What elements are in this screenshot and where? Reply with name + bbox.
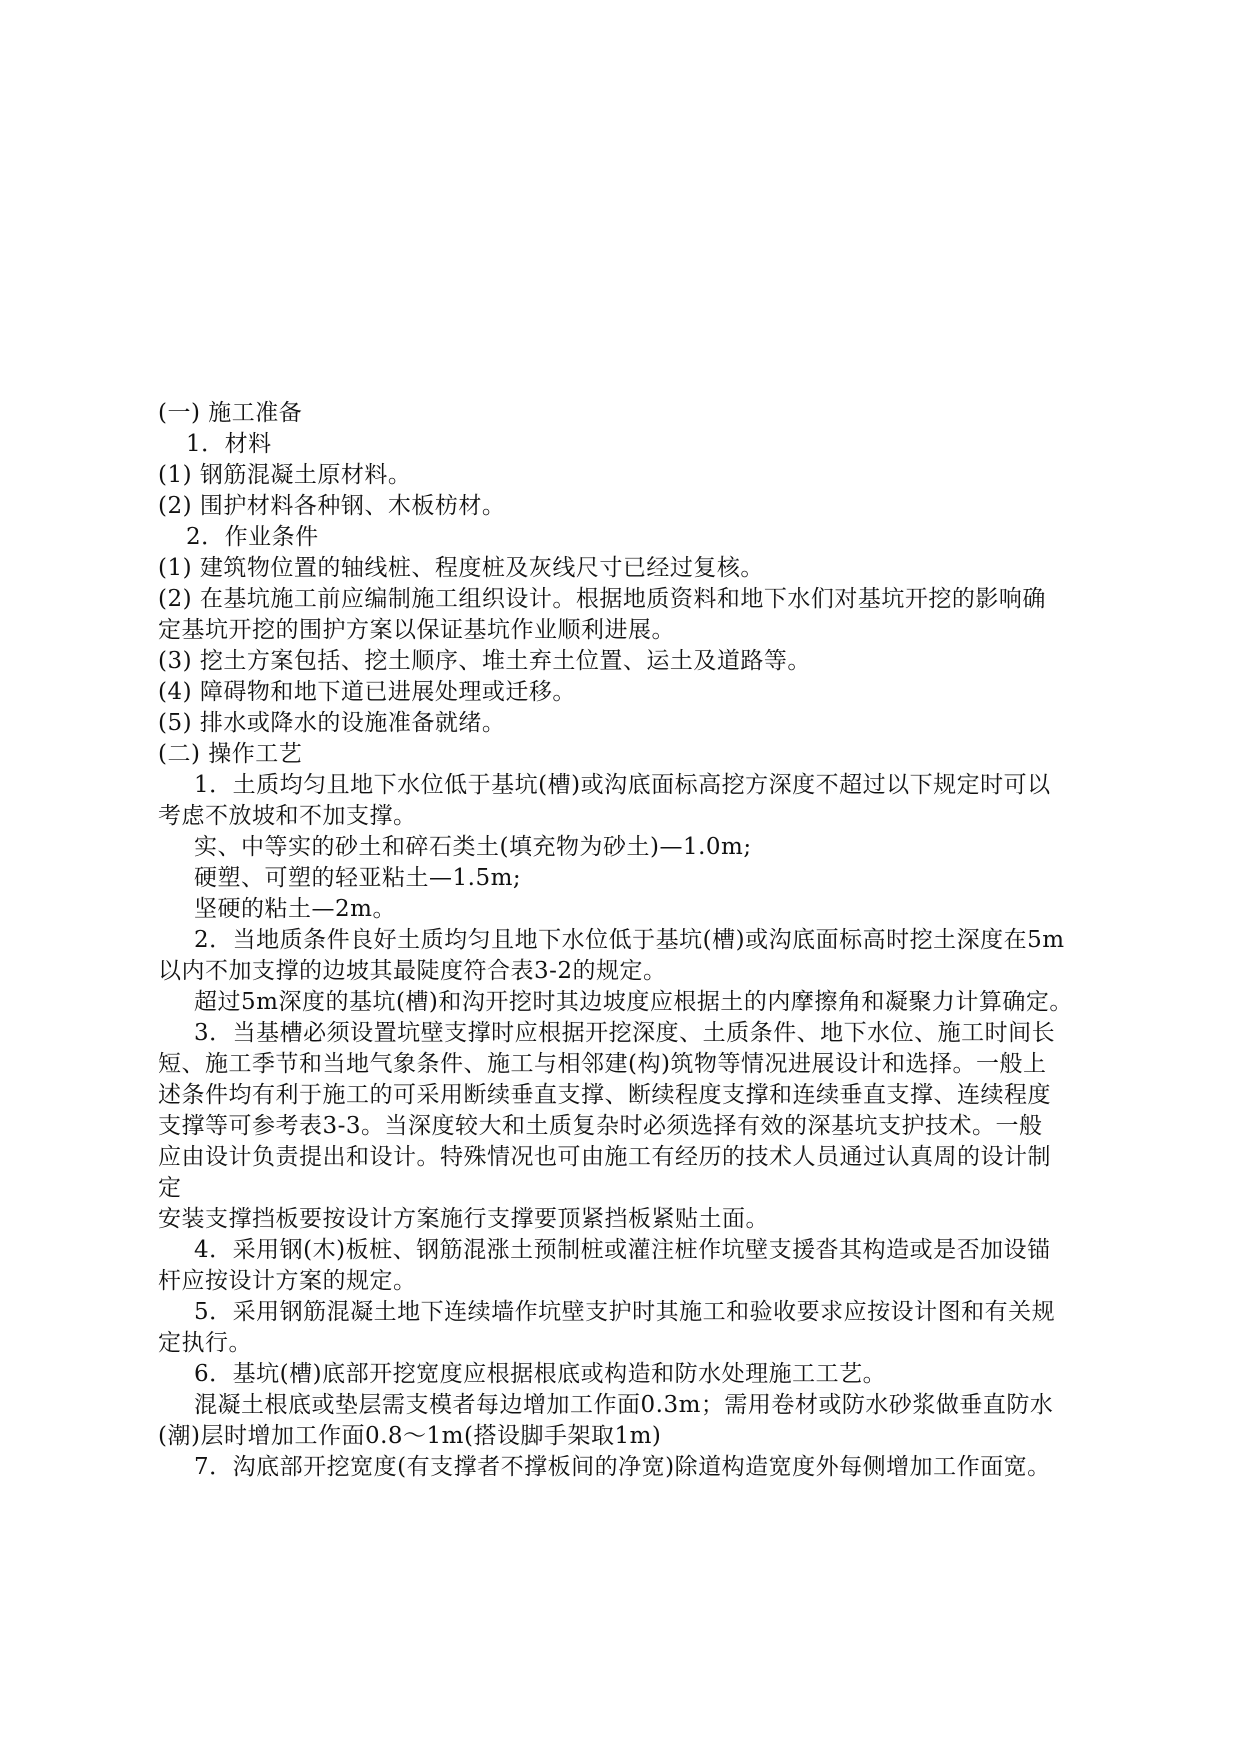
list-item: (2) 围护材料各种钢、木板枋材。 bbox=[158, 493, 506, 519]
paragraph-line: 2．当地质条件良好土质均匀且地下水位低于基坑(槽)或沟底面标高时挖土深度在5m bbox=[194, 927, 1065, 953]
paragraph-line: 6．基坑(槽)底部开挖宽度应根据根底或构造和防水处理施工工艺。 bbox=[194, 1361, 887, 1387]
paragraph-line: 短、施工季节和当地气象条件、施工与相邻建(构)筑物等情况进展设计和选择。一般上 bbox=[158, 1051, 1047, 1077]
paragraph-line: 1．土质均匀且地下水位低于基坑(槽)或沟底面标高挖方深度不超过以下规定时可以 bbox=[194, 772, 1051, 798]
paragraph-line: 以内不加支撑的边坡其最陡度符合表3-2的规定。 bbox=[158, 958, 667, 984]
paragraph-line: 7．沟底部开挖宽度(有支撑者不撑板间的净宽)除道构造宽度外每侧增加工作面宽。 bbox=[194, 1454, 1051, 1480]
paragraph-line: 杆应按设计方案的规定。 bbox=[158, 1268, 417, 1294]
list-item: (1) 钢筋混凝土原材料。 bbox=[158, 462, 412, 488]
paragraph-line: 应由设计负责提出和设计。特殊情况也可由施工有经历的技术人员通过认真周的设计制 bbox=[158, 1144, 1051, 1170]
paragraph-line: 定 bbox=[158, 1175, 182, 1201]
paragraph-line: 述条件均有利于施工的可采用断续垂直支撑、断续程度支撑和连续垂直支撑、连续程度 bbox=[158, 1082, 1051, 1108]
paragraph-line: 硬塑、可塑的轻亚粘土—1.5m; bbox=[194, 865, 522, 891]
section-heading: (二) 操作工艺 bbox=[158, 741, 303, 767]
paragraph-line: 支撑等可参考表3-3。当深度较大和土质复杂时必须选择有效的深基坑支护技术。一般 bbox=[158, 1113, 1043, 1139]
paragraph-line: 超过5m深度的基坑(槽)和沟开挖时其边坡度应根据土的内摩擦角和凝聚力计算确定。 bbox=[194, 989, 1073, 1015]
paragraph-line: 实、中等实的砂土和碎石类土(填充物为砂土)—1.0m; bbox=[194, 834, 752, 860]
list-item: (5) 排水或降水的设施准备就绪。 bbox=[158, 710, 506, 736]
paragraph-line: 安装支撑挡板要按设计方案施行支撑要顶紧挡板紧贴土面。 bbox=[158, 1206, 769, 1232]
subsection-heading: 1．材料 bbox=[186, 431, 272, 457]
paragraph-line: 定执行。 bbox=[158, 1330, 252, 1356]
section-heading: (一) 施工准备 bbox=[158, 400, 303, 426]
list-item: (1) 建筑物位置的轴线桩、程度桩及灰线尺寸已经过复核。 bbox=[158, 555, 764, 581]
document-body bbox=[158, 398, 1108, 1483]
subsection-heading: 2．作业条件 bbox=[186, 524, 319, 550]
paragraph-line: 考虑不放坡和不加支撑。 bbox=[158, 803, 417, 829]
list-item: (4) 障碍物和地下道已进展处理或迁移。 bbox=[158, 679, 576, 705]
list-item: (2) 在基坑施工前应编制施工组织设计。根据地质资料和地下水们对基坑开挖的影响确 bbox=[158, 586, 1046, 612]
paragraph-line: 5．采用钢筋混凝土地下连续墙作坑壁支护时其施工和验收要求应按设计图和有关规 bbox=[194, 1299, 1056, 1325]
paragraph-line: 混凝土根底或垫层需支模者每边增加工作面0.3m；需用卷材或防水砂浆做垂直防水 bbox=[194, 1392, 1054, 1418]
paragraph-line: (潮)层时增加工作面0.8～1m(搭设脚手架取1m) bbox=[158, 1423, 662, 1449]
paragraph-line: 坚硬的粘土—2m。 bbox=[194, 896, 396, 922]
list-item: (3) 挖土方案包括、挖土顺序、堆土弃土位置、运土及道路等。 bbox=[158, 648, 811, 674]
paragraph-line: 定基坑开挖的围护方案以保证基坑作业顺利进展。 bbox=[158, 617, 675, 643]
paragraph-line: 3．当基槽必须设置坑壁支撑时应根据开挖深度、土质条件、地下水位、施工时间长 bbox=[194, 1020, 1056, 1046]
paragraph-line: 4．采用钢(木)板桩、钢筋混涨土预制桩或灌注桩作坑壁支援沓其构造或是否加设锚 bbox=[194, 1237, 1051, 1263]
